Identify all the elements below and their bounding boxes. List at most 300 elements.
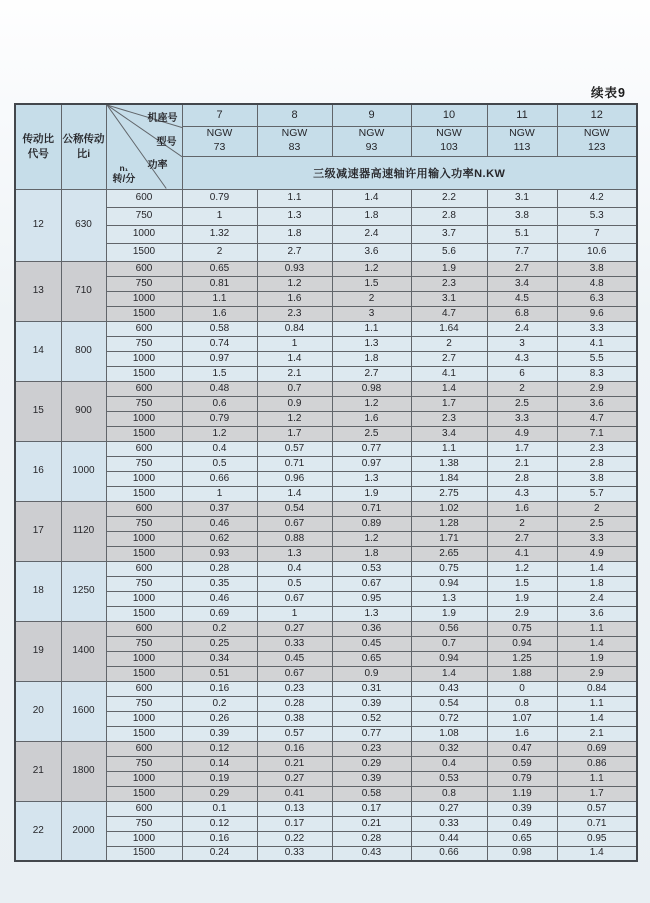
- speed-cell: 750: [106, 396, 182, 411]
- power-value-cell: 0.5: [257, 576, 332, 591]
- power-value-cell: 0.34: [182, 651, 257, 666]
- power-value-cell: 1.7: [557, 786, 637, 801]
- power-value-cell: 0.5: [182, 456, 257, 471]
- power-value-cell: 0.12: [182, 741, 257, 756]
- power-value-cell: 0.94: [411, 576, 487, 591]
- speed-cell: 1000: [106, 351, 182, 366]
- power-value-cell: 1.4: [557, 636, 637, 651]
- ratio-code-cell: 15: [15, 381, 61, 441]
- table-row: [15, 606, 637, 621]
- speed-cell: 1500: [106, 546, 182, 561]
- power-value-cell: 0.43: [332, 846, 411, 861]
- power-value-cell: 2.1: [257, 366, 332, 381]
- power-value-cell: 7.7: [487, 243, 557, 261]
- power-value-cell: 0.26: [182, 711, 257, 726]
- power-value-cell: 0.57: [557, 801, 637, 816]
- power-value-cell: 0.19: [182, 771, 257, 786]
- nominal-ratio-cell: 1250: [61, 561, 106, 621]
- power-value-cell: 2.7: [411, 351, 487, 366]
- power-value-cell: 0.31: [332, 681, 411, 696]
- speed-cell: 1500: [106, 426, 182, 441]
- power-value-cell: 4.8: [557, 276, 637, 291]
- speed-cell: 1000: [106, 531, 182, 546]
- power-value-cell: 1.4: [332, 189, 411, 207]
- model-header: [332, 126, 411, 156]
- table-row: [15, 741, 637, 756]
- table-row: [15, 621, 637, 636]
- power-value-cell: 1.4: [557, 711, 637, 726]
- power-value-cell: 0.17: [332, 801, 411, 816]
- power-value-cell: 1.3: [411, 591, 487, 606]
- power-value-cell: 4.1: [411, 366, 487, 381]
- nominal-ratio-cell: 1000: [61, 441, 106, 501]
- table-row: [15, 846, 637, 861]
- power-value-cell: 0.96: [257, 471, 332, 486]
- model-series: NGW: [206, 127, 233, 140]
- table-row: [15, 189, 637, 207]
- power-value-cell: 0.7: [411, 636, 487, 651]
- speed-cell: 1000: [106, 471, 182, 486]
- power-value-cell: 0.46: [182, 591, 257, 606]
- model-header: [182, 126, 257, 156]
- model-number: 113: [513, 141, 531, 153]
- frame-number-header: 9: [332, 104, 411, 126]
- power-value-cell: 1.4: [557, 846, 637, 861]
- speed-unit: 转/分: [112, 174, 136, 185]
- table-row: [15, 576, 637, 591]
- col-header-nominal-ratio: [61, 104, 106, 189]
- power-value-cell: 8.3: [557, 366, 637, 381]
- power-value-cell: 5.3: [557, 207, 637, 225]
- power-value-cell: 0.39: [487, 801, 557, 816]
- power-value-cell: 0.69: [557, 741, 637, 756]
- speed-cell: 1500: [106, 306, 182, 321]
- power-value-cell: 0.41: [257, 786, 332, 801]
- table-row: [15, 636, 637, 651]
- table-row: [15, 225, 637, 243]
- power-value-cell: 2.75: [411, 486, 487, 501]
- table-row: [15, 351, 637, 366]
- speed-cell: 600: [106, 801, 182, 816]
- power-value-cell: 0.86: [557, 756, 637, 771]
- power-value-cell: 1.2: [332, 531, 411, 546]
- model-series: NGW: [509, 127, 535, 140]
- power-value-cell: 2.7: [487, 531, 557, 546]
- power-value-cell: 1.2: [332, 261, 411, 276]
- ratio-code-cell: 14: [15, 321, 61, 381]
- speed-cell: 1000: [106, 411, 182, 426]
- nominal-ratio-cell: 800: [61, 321, 106, 381]
- power-value-cell: 1: [257, 336, 332, 351]
- power-value-cell: 0.37: [182, 501, 257, 516]
- table-row: [15, 261, 637, 276]
- frame-number-header: 8: [257, 104, 332, 126]
- power-value-cell: 3.1: [487, 189, 557, 207]
- nominal-ratio-cell: 2000: [61, 801, 106, 861]
- power-value-cell: 1.4: [411, 666, 487, 681]
- power-value-cell: 1.64: [411, 321, 487, 336]
- power-value-cell: 0.45: [332, 636, 411, 651]
- power-value-cell: 0.32: [411, 741, 487, 756]
- power-value-cell: 1: [257, 606, 332, 621]
- frame-number-header: 12: [557, 104, 637, 126]
- power-value-cell: 9.6: [557, 306, 637, 321]
- power-value-cell: 0.58: [332, 786, 411, 801]
- power-value-cell: 0.74: [182, 336, 257, 351]
- table-row: [15, 681, 637, 696]
- power-value-cell: 0.94: [487, 636, 557, 651]
- table-row: [15, 711, 637, 726]
- power-value-cell: 0.12: [182, 816, 257, 831]
- power-value-cell: 3.8: [487, 207, 557, 225]
- power-value-cell: 0.67: [332, 576, 411, 591]
- ratio-code-cell: 20: [15, 681, 61, 741]
- power-value-cell: 1.25: [487, 651, 557, 666]
- power-value-cell: 1.6: [487, 501, 557, 516]
- speed-cell: 750: [106, 636, 182, 651]
- table-row: [15, 366, 637, 381]
- speed-cell: 1500: [106, 366, 182, 381]
- table-row: [15, 531, 637, 546]
- power-value-cell: 0.27: [257, 621, 332, 636]
- model-series: NGW: [436, 127, 462, 140]
- table-row: [15, 426, 637, 441]
- power-value-cell: 0.66: [182, 471, 257, 486]
- power-value-cell: 3.4: [487, 276, 557, 291]
- power-value-cell: 2: [332, 291, 411, 306]
- power-value-cell: 2.7: [257, 243, 332, 261]
- power-value-cell: 3.3: [487, 411, 557, 426]
- power-value-cell: 2.1: [557, 726, 637, 741]
- power-value-cell: 0.95: [332, 591, 411, 606]
- power-value-cell: 0.46: [182, 516, 257, 531]
- ratio-code-line1: 传动比: [22, 133, 54, 146]
- col-header-ratio-code: [15, 104, 61, 189]
- speed-cell: 1500: [106, 726, 182, 741]
- power-value-cell: 2.8: [557, 456, 637, 471]
- speed-cell: 600: [106, 381, 182, 396]
- power-value-cell: 1.08: [411, 726, 487, 741]
- power-value-cell: 1.3: [332, 471, 411, 486]
- power-value-cell: 2.3: [557, 441, 637, 456]
- power-value-cell: 1.2: [182, 426, 257, 441]
- power-value-cell: 3.8: [557, 261, 637, 276]
- power-value-cell: 1.2: [332, 396, 411, 411]
- speed-cell: 1500: [106, 243, 182, 261]
- power-value-cell: 2.8: [411, 207, 487, 225]
- power-value-cell: 0.57: [257, 441, 332, 456]
- power-value-cell: 2.1: [487, 456, 557, 471]
- frame-number-header: 10: [411, 104, 487, 126]
- power-value-cell: 0.58: [182, 321, 257, 336]
- power-value-cell: 1.02: [411, 501, 487, 516]
- power-value-cell: 1.4: [411, 381, 487, 396]
- power-value-cell: 0.16: [257, 741, 332, 756]
- table-row: [15, 321, 637, 336]
- power-value-cell: 6: [487, 366, 557, 381]
- speed-cell: 600: [106, 441, 182, 456]
- power-value-cell: 0.44: [411, 831, 487, 846]
- power-value-cell: 0.6: [182, 396, 257, 411]
- power-value-cell: 1.3: [257, 546, 332, 561]
- power-value-cell: 0.56: [411, 621, 487, 636]
- corner-label-power: 功率: [147, 160, 168, 171]
- power-value-cell: 1.19: [487, 786, 557, 801]
- speed-cell: 600: [106, 741, 182, 756]
- power-value-cell: 3.3: [557, 531, 637, 546]
- nominal-ratio-cell: 1400: [61, 621, 106, 681]
- nominal-ratio-line1: 公称传动: [62, 133, 105, 146]
- power-value-cell: 0.84: [557, 681, 637, 696]
- power-value-cell: 0.27: [411, 801, 487, 816]
- power-value-cell: 0.24: [182, 846, 257, 861]
- power-value-cell: 0.38: [257, 711, 332, 726]
- power-value-cell: 1: [182, 486, 257, 501]
- power-value-cell: 0.65: [182, 261, 257, 276]
- speed-cell: 600: [106, 621, 182, 636]
- power-value-cell: 1.1: [557, 771, 637, 786]
- power-value-cell: 1.3: [332, 606, 411, 621]
- power-value-cell: 1.84: [411, 471, 487, 486]
- power-value-cell: 0.77: [332, 441, 411, 456]
- power-value-cell: 2.5: [487, 396, 557, 411]
- power-value-cell: 5.6: [411, 243, 487, 261]
- ratio-code-cell: 12: [15, 189, 61, 261]
- power-value-cell: 0.89: [332, 516, 411, 531]
- power-value-cell: 2.4: [332, 225, 411, 243]
- power-value-cell: 0.2: [182, 621, 257, 636]
- power-value-cell: 0.17: [257, 816, 332, 831]
- power-value-cell: 3.6: [557, 396, 637, 411]
- frame-number-header: 11: [487, 104, 557, 126]
- power-value-cell: 0.36: [332, 621, 411, 636]
- power-value-cell: 0.88: [257, 531, 332, 546]
- power-value-cell: 0.8: [411, 786, 487, 801]
- table-row: [15, 471, 637, 486]
- model-number: 103: [440, 141, 458, 153]
- power-value-cell: 1.5: [332, 276, 411, 291]
- power-value-cell: 1.1: [411, 441, 487, 456]
- power-value-cell: 0.71: [257, 456, 332, 471]
- power-value-cell: 0.21: [332, 816, 411, 831]
- power-value-cell: 0.33: [257, 636, 332, 651]
- power-value-cell: 1.32: [182, 225, 257, 243]
- speed-cell: 600: [106, 561, 182, 576]
- power-value-cell: 3.8: [557, 471, 637, 486]
- speed-cell: 750: [106, 516, 182, 531]
- power-value-cell: 0.72: [411, 711, 487, 726]
- power-value-cell: 0.79: [182, 411, 257, 426]
- table-row: [15, 756, 637, 771]
- power-value-cell: 2.2: [411, 189, 487, 207]
- power-value-cell: 1.6: [257, 291, 332, 306]
- ratio-code-cell: 22: [15, 801, 61, 861]
- power-value-cell: 0.52: [332, 711, 411, 726]
- power-value-cell: 0.59: [487, 756, 557, 771]
- model-header: [411, 126, 487, 156]
- power-value-cell: 0.48: [182, 381, 257, 396]
- power-value-cell: 1.8: [332, 546, 411, 561]
- power-value-cell: 2.9: [557, 666, 637, 681]
- power-value-cell: 0.4: [182, 441, 257, 456]
- table-row: [15, 801, 637, 816]
- table-row: [15, 381, 637, 396]
- power-value-cell: 2.4: [487, 321, 557, 336]
- power-value-cell: 0.51: [182, 666, 257, 681]
- table-row: [15, 516, 637, 531]
- power-value-cell: 1.1: [332, 321, 411, 336]
- power-value-cell: 1.9: [411, 261, 487, 276]
- power-value-cell: 0.65: [332, 651, 411, 666]
- speed-cell: 600: [106, 189, 182, 207]
- power-value-cell: 1.2: [257, 276, 332, 291]
- nominal-ratio-cell: 710: [61, 261, 106, 321]
- power-value-cell: 1.4: [257, 486, 332, 501]
- power-value-cell: 0.23: [332, 741, 411, 756]
- table-row: [15, 561, 637, 576]
- power-value-cell: 0.66: [411, 846, 487, 861]
- power-value-cell: 0.67: [257, 666, 332, 681]
- table-row: [15, 396, 637, 411]
- table-row: [15, 486, 637, 501]
- model-number: 83: [288, 141, 301, 153]
- power-value-cell: 0.39: [182, 726, 257, 741]
- table-row: [15, 666, 637, 681]
- power-value-cell: 6.8: [487, 306, 557, 321]
- power-value-cell: 0.67: [257, 591, 332, 606]
- table-row: [15, 831, 637, 846]
- power-value-cell: 1.1: [557, 696, 637, 711]
- power-value-cell: 0.28: [332, 831, 411, 846]
- speed-cell: 1000: [106, 291, 182, 306]
- power-value-cell: 0.29: [182, 786, 257, 801]
- speed-cell: 750: [106, 207, 182, 225]
- power-value-cell: 0.8: [487, 696, 557, 711]
- power-value-cell: 0.28: [182, 561, 257, 576]
- speed-cell: 750: [106, 336, 182, 351]
- power-value-cell: 0.25: [182, 636, 257, 651]
- power-value-cell: 0.97: [332, 456, 411, 471]
- power-value-cell: 1.3: [257, 207, 332, 225]
- power-value-cell: 0.84: [257, 321, 332, 336]
- ratio-code-cell: 17: [15, 501, 61, 561]
- power-value-cell: 7: [557, 225, 637, 243]
- corner-header-cell: [106, 104, 182, 189]
- speed-cell: 750: [106, 816, 182, 831]
- power-value-cell: 1.9: [557, 651, 637, 666]
- power-value-cell: 0.33: [411, 816, 487, 831]
- power-value-cell: 0.22: [257, 831, 332, 846]
- ratio-code-cell: 16: [15, 441, 61, 501]
- power-value-cell: 2.9: [557, 381, 637, 396]
- speed-cell: 750: [106, 456, 182, 471]
- speed-cell: 1500: [106, 486, 182, 501]
- power-value-cell: 3.6: [557, 606, 637, 621]
- power-value-cell: 1.9: [332, 486, 411, 501]
- power-value-cell: 0.14: [182, 756, 257, 771]
- speed-cell: 1000: [106, 225, 182, 243]
- power-value-cell: 2: [487, 516, 557, 531]
- power-value-cell: 4.9: [487, 426, 557, 441]
- power-value-cell: 2: [182, 243, 257, 261]
- power-value-cell: 0.97: [182, 351, 257, 366]
- power-value-cell: 4.7: [557, 411, 637, 426]
- speed-cell: 1500: [106, 846, 182, 861]
- power-value-cell: 2: [487, 381, 557, 396]
- table-row: [15, 786, 637, 801]
- power-value-cell: 1.28: [411, 516, 487, 531]
- speed-cell: 600: [106, 261, 182, 276]
- power-value-cell: 0.49: [487, 816, 557, 831]
- power-value-cell: 0.21: [257, 756, 332, 771]
- table-row: [15, 726, 637, 741]
- nominal-ratio-cell: 1800: [61, 741, 106, 801]
- power-value-cell: 4.2: [557, 189, 637, 207]
- speed-cell: 1000: [106, 651, 182, 666]
- power-value-cell: 0.4: [411, 756, 487, 771]
- power-value-cell: 0.29: [332, 756, 411, 771]
- power-value-cell: 0.45: [257, 651, 332, 666]
- table-row: [15, 501, 637, 516]
- power-value-cell: 1.6: [487, 726, 557, 741]
- table-row: [15, 207, 637, 225]
- power-value-cell: 0.39: [332, 771, 411, 786]
- header-row-frame-numbers: [15, 104, 637, 126]
- speed-cell: 1000: [106, 711, 182, 726]
- nominal-ratio-line2: 比i: [76, 147, 91, 160]
- ratio-code-cell: 21: [15, 741, 61, 801]
- power-value-cell: 0.7: [257, 381, 332, 396]
- power-value-cell: 0.16: [182, 831, 257, 846]
- table-row: [15, 456, 637, 471]
- power-value-cell: 0.71: [332, 501, 411, 516]
- power-value-cell: 4.3: [487, 351, 557, 366]
- power-value-cell: 0.47: [487, 741, 557, 756]
- corner-label-frame-number: 机座号: [147, 113, 178, 124]
- speed-cell: 600: [106, 501, 182, 516]
- power-value-cell: 0.94: [411, 651, 487, 666]
- power-value-cell: 2: [411, 336, 487, 351]
- power-value-cell: 0.79: [487, 771, 557, 786]
- speed-cell: 750: [106, 756, 182, 771]
- corner-label-model: 型号: [156, 137, 177, 148]
- model-number: 73: [213, 141, 226, 153]
- ratio-code-cell: 19: [15, 621, 61, 681]
- power-value-cell: 1.8: [332, 207, 411, 225]
- nominal-ratio-cell: 630: [61, 189, 106, 261]
- power-value-cell: 0.81: [182, 276, 257, 291]
- table-body: [15, 189, 637, 861]
- power-value-cell: 1.2: [257, 411, 332, 426]
- model-series: NGW: [583, 127, 610, 140]
- table-row: [15, 771, 637, 786]
- power-value-cell: 3.3: [557, 321, 637, 336]
- power-value-cell: 1.8: [557, 576, 637, 591]
- power-value-cell: 5.5: [557, 351, 637, 366]
- power-value-cell: 1.1: [257, 189, 332, 207]
- power-value-cell: 3.7: [411, 225, 487, 243]
- power-value-cell: 2.65: [411, 546, 487, 561]
- power-value-cell: 0.69: [182, 606, 257, 621]
- model-header: [487, 126, 557, 156]
- power-span-title: 三级减速器高速轴许用输入功率N.KW: [182, 156, 637, 189]
- power-value-cell: 1.8: [257, 225, 332, 243]
- power-value-cell: 0.93: [182, 546, 257, 561]
- speed-cell: 1500: [106, 606, 182, 621]
- power-value-cell: 1.7: [257, 426, 332, 441]
- power-value-cell: 5.1: [487, 225, 557, 243]
- power-value-cell: 1.9: [487, 591, 557, 606]
